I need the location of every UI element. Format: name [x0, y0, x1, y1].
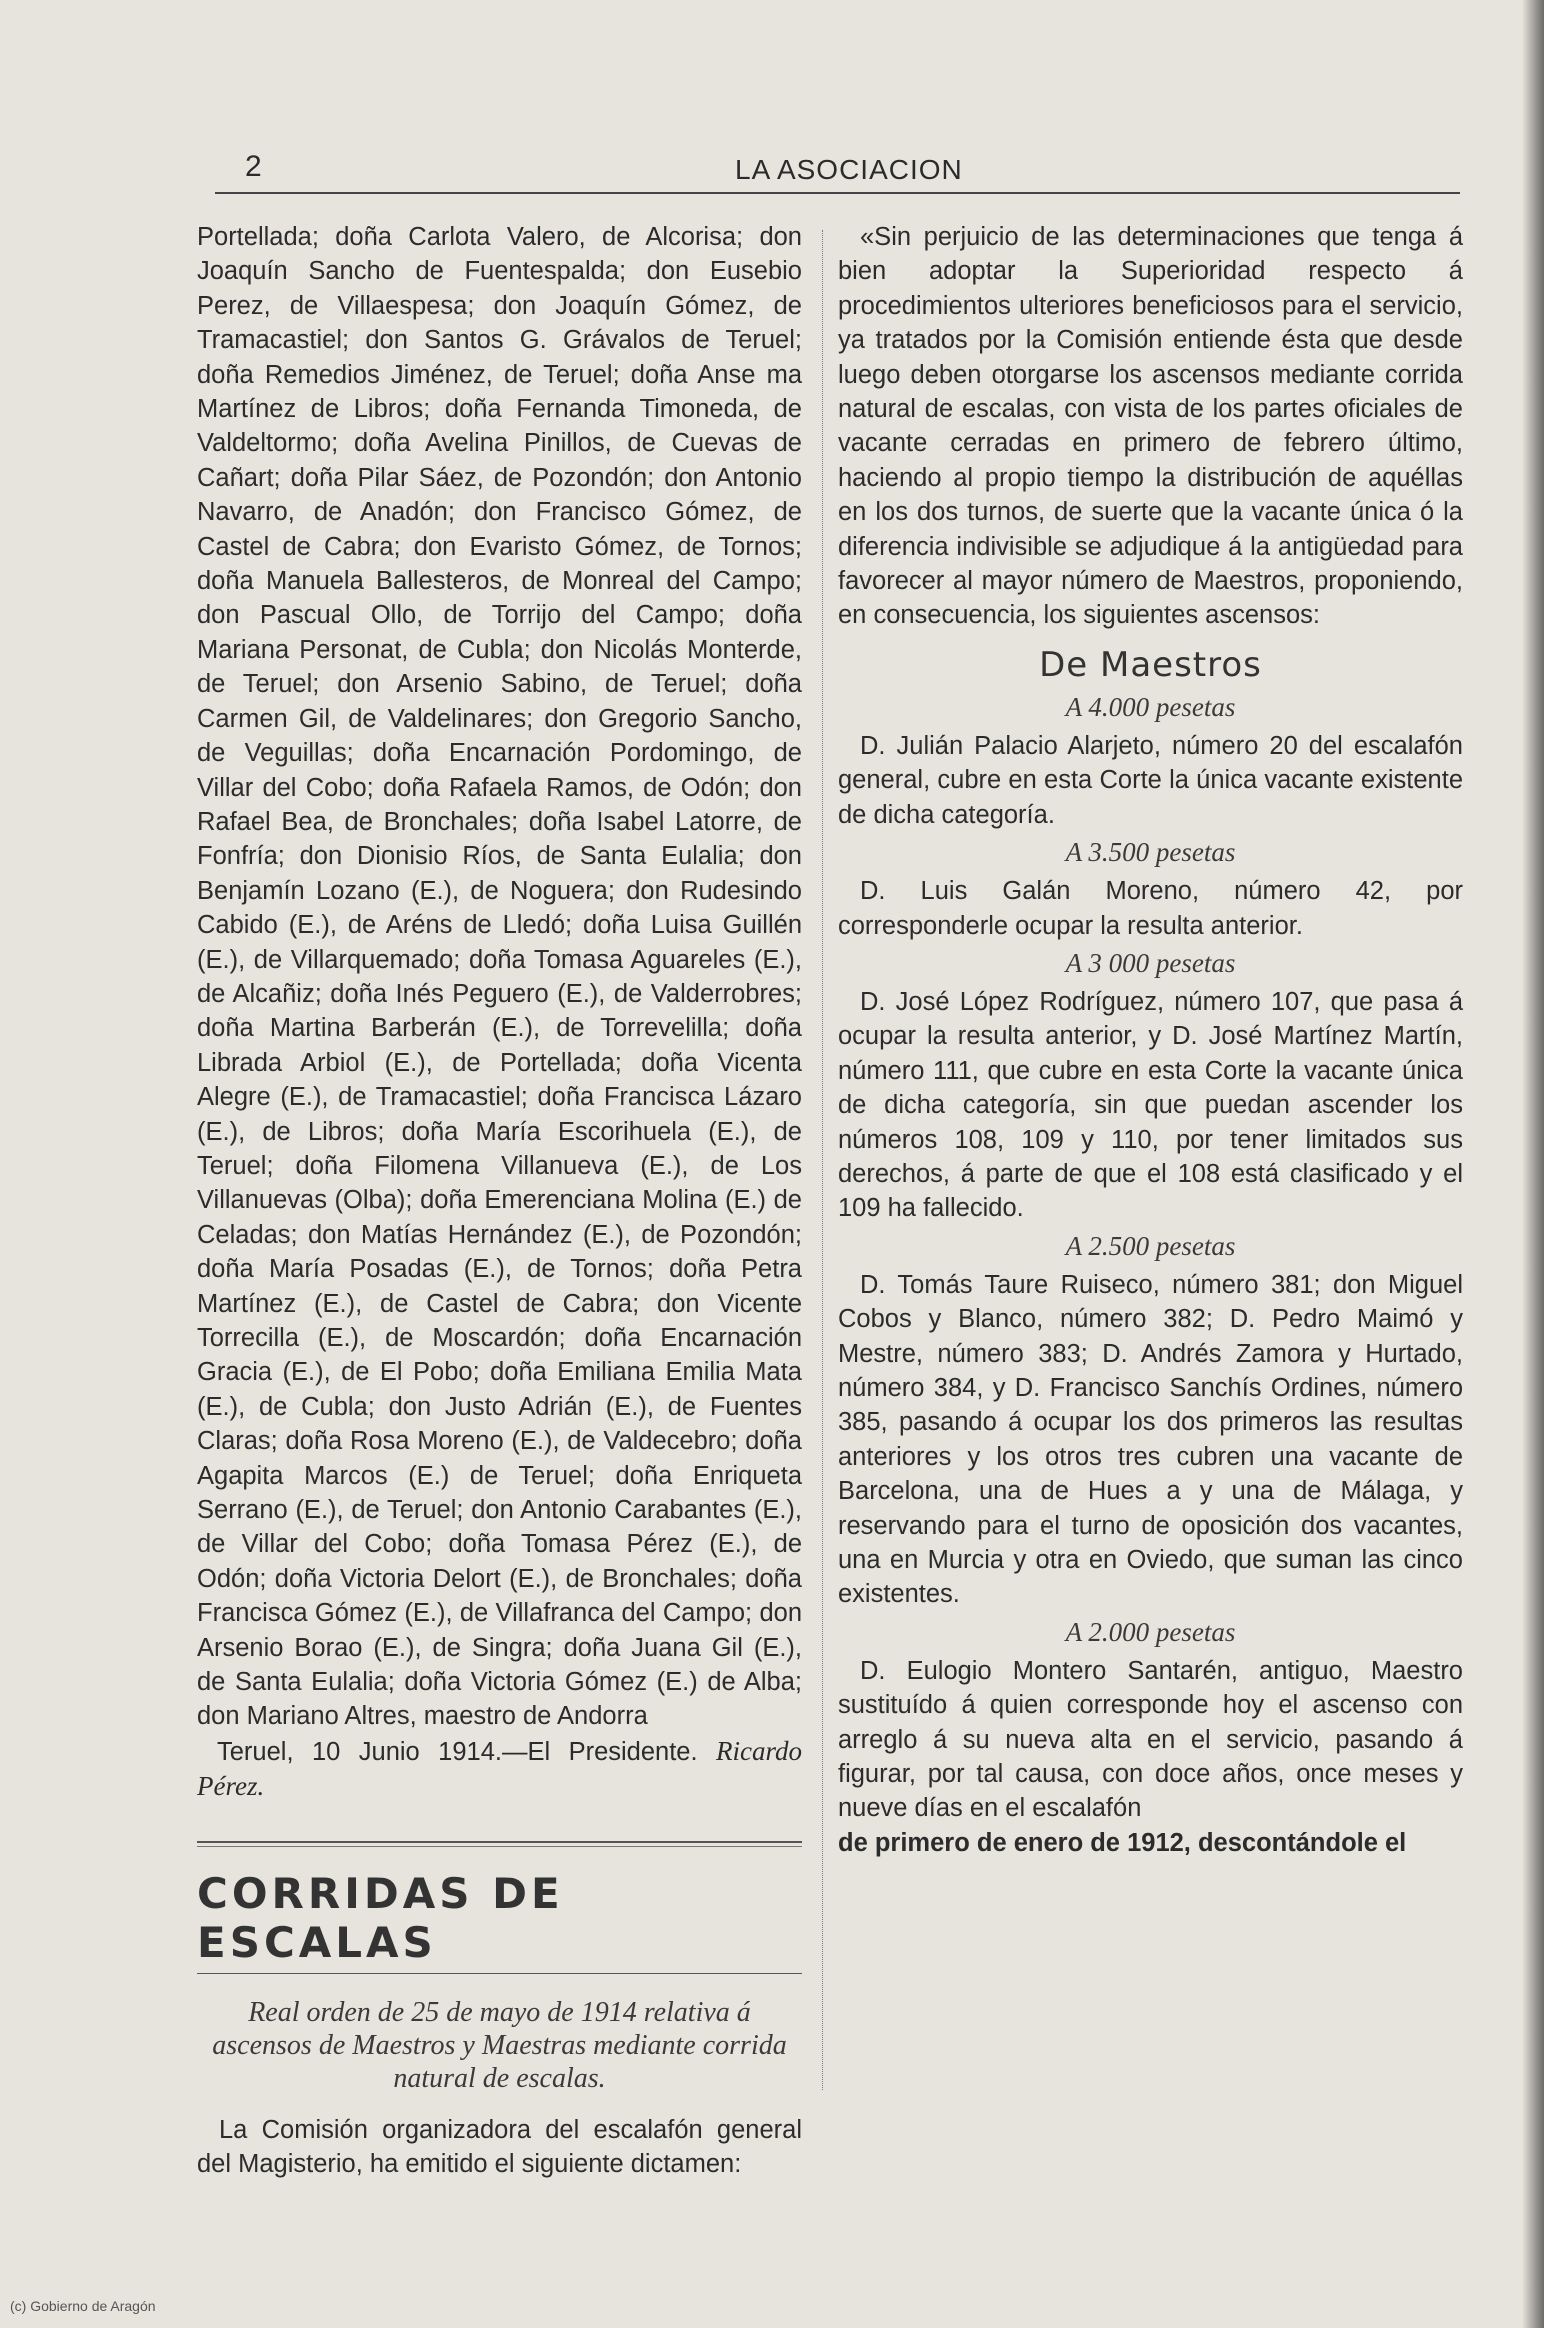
amount-heading-3000: A 3 000 pesetas	[1065, 947, 1236, 978]
teacher-list: Portellada; doña Carlota Valero, de Alcorisa; don Joaquín Sancho de Fuentespalda; don Eusebio Perez, de Villaespesa; don Joaquín Gómez, de Tramacastiel; don Santos G. Grávalos de Teruel; doña Remedios Jiménez, de Teruel; doña Anse ma Martínez de Libros; doña Fernanda Timoneda, de Valdeltormo; doña Avelina Pinillos, de Cuevas de Cañart; doña Pilar Sáez, de Pozondón; don Antonio Navarro, de Anadón; don Francisco Gómez, de Castel de Cabra; don Evaristo Gómez, de Tornos; doña Manuela Ballesteros, de Monreal del Campo; don Pascual Ollo, de Torrijo del Campo; doña Mariana Personat, de Cubla; don Nicolás Monterde, de Teruel; don Arsenio Sabino, de Teruel; doña Carmen Gil, de Valdelinares; don Gregorio Sancho, de Veguillas; doña Encarnación Pordomingo, de Villar del Cobo; doña Rafaela Ramos, de Odón; don Rafael Bea, de Bronchales; doña Isabel Latorre, de Fonfría; don Dionisio Ríos, de Santa Eulalia; don Benjamín Lozano (E.), de Noguera; don Rudesindo Cabido (E.), de Aréns de Lledó; doña Luisa Guillén (E.), de Villarquemado; doña Tomasa Aguareles (E.), de Alcañiz; doña Inés Peguero (E.), de Valderrobres; doña Martina Barberán (E.), de Torrevelilla; doña Librada Arbiol (E.), de Portellada; doña Vicenta Alegre (E.), de Tramacastiel; doña Francisca Lázaro (E.), de Libros; doña María Escorihuela (E.), de Teruel; doña Filomena Villanueva (E.), de Los Villanuevas (Olba); doña Emerenciana Molina (E.) de Celadas; don Matías Hernández (E.), de Pozondón; doña María Posadas (E.), de Tornos; doña Petra Martínez (E.), de Castel de Cabra; don Vicente Torrecilla (E.), de Moscardón; doña Encarnación Gracia (E.), de El Pobo; doña Emiliana Emilia Mata (E.), de Cubla; don Justo Adrián (E.), de Fuentes Claras; doña Rosa Moreno (E.), de Valdecebro; doña Agapita Marcos (E.) de Teruel; doña Enriqueta Serrano (E.), de Teruel; don Antonio Carabantes (E.), de Villar del Cobo; doña Tomasa Pérez (E.), de Odón; doña Victoria Delort (E.), de Bronchales; doña Francisca Gómez (E.), de Villafranca del Campo; don Arsenio Borao (E.), de Singra; doña Juana Gil (E.), de Santa Eulalia; doña Victoria Gómez (E.) de Alba; don Mariano Altres, maestro de Andorra	[197, 223, 802, 1731]
amount-heading-4000: A 4.000 pesetas	[1065, 691, 1236, 722]
dictamen-paragraph: «Sin perjuicio de las determinaciones que tenga á bien adoptar la Superioridad respecto á procedimientos ulteriores beneficiosos para el servicio, ya tratados por la Comisión entiende ésta que desde luego deben otorgarse los ascensos mediante corrida natural de escalas, con vista de los partes oficiales de vacante cerradas en primero de febrero último, haciendo al propio tiempo la distribución de aquéllas en los dos turnos, de suerte que la vacante única ó la diferencia indivisible se adjudique á la antigüedad para favorecer al mayor número de Maestros, proponiendo, en consecuencia, los siguientes ascensos:	[838, 223, 1463, 630]
column-divider	[822, 230, 823, 2090]
footer-credit: (c) Gobierno de Aragón	[10, 2298, 156, 2314]
running-title: LA ASOCIACION	[735, 154, 963, 185]
subtitle-maestros: De Maestros	[1039, 644, 1262, 685]
intro-paragraph: La Comisión organizadora del escalafón general del Magisterio, ha emitido el siguiente dictamen:	[197, 2115, 802, 2179]
promotion-paragraph-3: D. José López Rodríguez, número 107, que pasa á ocupar la resulta anterior, y D. José Martínez Martín, número 111, que cubre en esta Corte la vacante única de dicha categoría, sin que puedan ascender los números 108, 109 y 110, por tener limitados sus derechos, á parte de que el 108 está clasificado y el 109 ha fallecido.	[838, 987, 1463, 1223]
scan-page-edge	[1522, 0, 1544, 2328]
signature-place-date: Teruel, 10 Junio 1914.—El Presidente.	[217, 1737, 698, 1766]
section-separator	[197, 1837, 802, 1851]
right-column	[838, 220, 1463, 1860]
promotion-paragraph-1: D. Julián Palacio Alarjeto, número 20 del escalafón general, cubre en esta Corte la única vacante existente de dicha categoría.	[838, 731, 1463, 829]
amount-heading-3500: A 3.500 pesetas	[1065, 837, 1236, 868]
promotion-paragraph-2: D. Luis Galán Moreno, número 42, por corresponderle ocupar la resulta anterior.	[838, 877, 1463, 940]
amount-heading-2500: A 2.500 pesetas	[1065, 1230, 1236, 1261]
decree-heading: Real orden de 25 de mayo de 1914 relativa á ascensos de Maestros y Maestras mediante corrida natural de escalas.	[212, 1996, 787, 2094]
amount-heading-2000: A 2.000 pesetas	[1065, 1616, 1236, 1647]
left-column	[197, 220, 802, 2182]
promotion-paragraph-5: D. Eulogio Montero Santarén, antiguo, Maestro sustituído á quien corresponde hoy el ascenso con arreglo á su nueva alta en el servicio, pasando á figurar, por tal causa, con doce años, once meses y nueve días en el escalafón	[838, 1656, 1463, 1823]
section-rule	[197, 1973, 802, 1974]
page-header	[215, 150, 1460, 194]
signature	[197, 1734, 802, 1805]
page-number: 2	[245, 150, 262, 183]
section-title: CORRIDAS DE ESCALAS	[197, 1868, 564, 1967]
promotion-paragraph-5-continued: de primero de enero de 1912, descontándole el	[838, 1828, 1407, 1857]
promotion-paragraph-4: D. Tomás Taure Ruiseco, número 381; don Miguel Cobos y Blanco, número 382; D. Pedro Maimó y Mestre, número 383; D. Andrés Zamora y Hurtado, número 384, y D. Francisco Sanchís Ordines, número 385, pasando á ocupar los dos primeros las resultas anteriores y los otros tres cubren una vacante de Barcelona, una de Hues a y una de Málaga, y reservando para el turno de oposición dos vacantes, una en Murcia y otra en Oviedo, que suman las cinco existentes.	[838, 1270, 1463, 1609]
signature-name: Ricardo Pérez.	[197, 1735, 802, 1802]
header-rule	[215, 192, 1460, 194]
